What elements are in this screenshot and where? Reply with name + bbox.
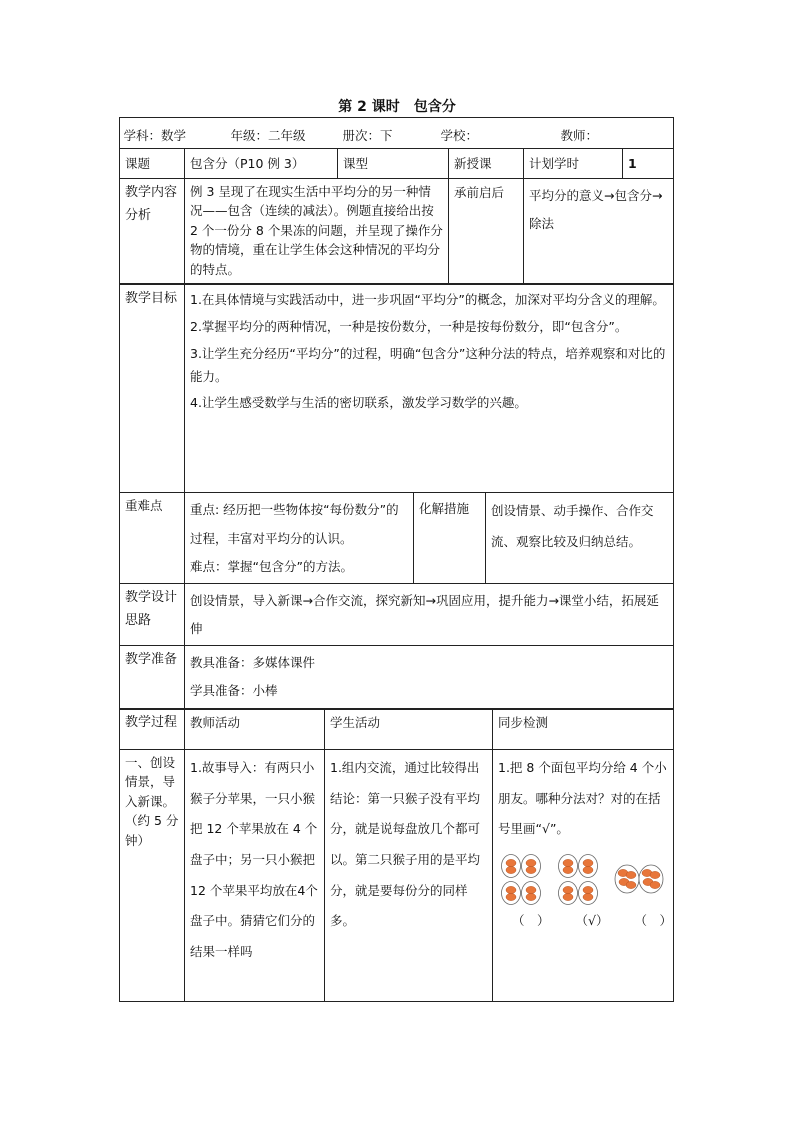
topic-value: 包含分（P10 例 3） (185, 149, 338, 179)
subject-text: 学科：数学 (123, 127, 187, 143)
goal-item: 2.掌握平均分的两种情况，一种是按份数分，一种是按每份数分，即“包含分”。 (190, 319, 628, 335)
bread (650, 871, 660, 878)
stage1-student: 1.组内交流，通过比较得出结论：第一只猴子没有平均分，就是说每盘放几个都可以。第二只猴子用的是平均分，就是要每份分的同样多。 (325, 750, 493, 1002)
bread (506, 859, 516, 866)
hours-label: 计划学时 (524, 149, 623, 179)
plate-group-a (500, 853, 543, 907)
lesson-type-value: 新授课 (449, 149, 524, 179)
hours-value: 1 (623, 149, 674, 179)
key-point: 重点: 经历把一些物体按“每份数分”的过程，丰富对平均分的认识。 (190, 502, 399, 546)
bread (583, 893, 593, 900)
bread (583, 886, 593, 893)
design-label: 教学设计思路 (120, 584, 185, 646)
bread (563, 859, 573, 866)
bread (626, 871, 636, 878)
bread (526, 893, 536, 900)
check-question: 1.把 8 个面包平均分给 4 个小朋友。哪种分法对？对的在括号里画“√”。 (498, 760, 667, 837)
plate-group-b (557, 853, 600, 907)
prep-label: 教学准备 (120, 646, 185, 709)
header-row (120, 118, 674, 149)
page-title: 第 2 课时 包含分 (338, 99, 456, 115)
lesson-plan-table-mid (119, 284, 674, 709)
bread (563, 866, 573, 873)
lesson-type-label: 课型 (338, 149, 449, 179)
plate-group-c (614, 853, 664, 907)
goal-item: 1.在具体情境与实践活动中，进一步巩固“平均分”的概念，加深对平均分含义的理解。 (190, 292, 665, 307)
stage1-label: 一、创设情景，导入新课。（约 5 分钟） (120, 750, 185, 1002)
bread (626, 881, 636, 888)
bread (583, 859, 593, 866)
topic-label: 课题 (120, 149, 185, 179)
stage1-teacher: 1.故事导入：有两只小猴子分苹果，一只小猴把 12 个苹果放在 4 个盘子中；另一只小猴把 12 个苹果平均放在4个盘子中。猜猜它们分的结果一样吗 (185, 750, 325, 1002)
teacher-tools: 教具准备：多媒体课件 (190, 655, 316, 670)
school-text: 学校： (440, 127, 479, 143)
student-tools: 学具准备：小棒 (190, 682, 278, 698)
answer-bracket: （√） (575, 912, 609, 928)
bread (506, 866, 516, 873)
measures-content: 创设情景、动手操作、合作交流、观察比较及归纳总结。 (486, 493, 674, 584)
bread (526, 866, 536, 873)
bread (506, 893, 516, 900)
prep-content (185, 646, 674, 709)
analysis-label: 教学内容分析 (120, 179, 185, 284)
col-student-activity: 学生活动 (325, 710, 493, 750)
difficulty-content (185, 493, 414, 584)
link-content: 平均分的意义→包含分→除法 (524, 179, 674, 284)
col-teacher-activity: 教师活动 (185, 710, 325, 750)
bread (583, 866, 593, 873)
analysis-content: 例 3 呈现了在现实生活中平均分的另一种情况——包含（连续的减法）。例题直接给出按 2 个一份分 8 个果冻的问题，并呈现了操作分物的情境，重在让学生体会这种情况的平均分的特点。 (185, 179, 449, 284)
volume-text: 册次：下 (342, 127, 393, 143)
measures-label: 化解措施 (414, 493, 486, 584)
design-content: 创设情景，导入新课→合作交流，探究新知→巩固应用，提升能力→课堂小结，拓展延伸 (185, 584, 674, 646)
lesson-plan-table-process (119, 709, 674, 1002)
bread (563, 893, 573, 900)
answer-brackets (512, 911, 672, 931)
link-label: 承前启后 (449, 179, 524, 284)
hard-point: 难点：掌握“包含分”的方法。 (190, 558, 353, 574)
goals-label: 教学目标 (120, 285, 185, 493)
bread (506, 886, 516, 893)
col-sync-check: 同步检测 (493, 710, 674, 750)
bread (526, 859, 536, 866)
answer-bracket: （ ） (634, 912, 672, 928)
goal-item: 3.让学生充分经历“平均分”的过程，明确“包含分”这种分法的特点，培养观察和对比的能力。 (190, 346, 666, 385)
goal-item: 4.让学生感受数学与生活的密切联系，激发学习数学的兴趣。 (190, 394, 527, 410)
difficulty-label: 重难点 (120, 493, 185, 584)
grade-text: 年级：二年级 (230, 127, 306, 143)
stage1-check (493, 750, 674, 1002)
answer-bracket: （ ） (512, 912, 550, 928)
teacher-text: 教师： (560, 127, 599, 143)
bread (526, 886, 536, 893)
bread (650, 881, 660, 888)
goals-list (185, 285, 674, 493)
process-label: 教学过程 (120, 710, 185, 750)
lesson-plan-table-top (119, 117, 674, 284)
bread-plates-figure (500, 853, 668, 907)
bread (563, 886, 573, 893)
